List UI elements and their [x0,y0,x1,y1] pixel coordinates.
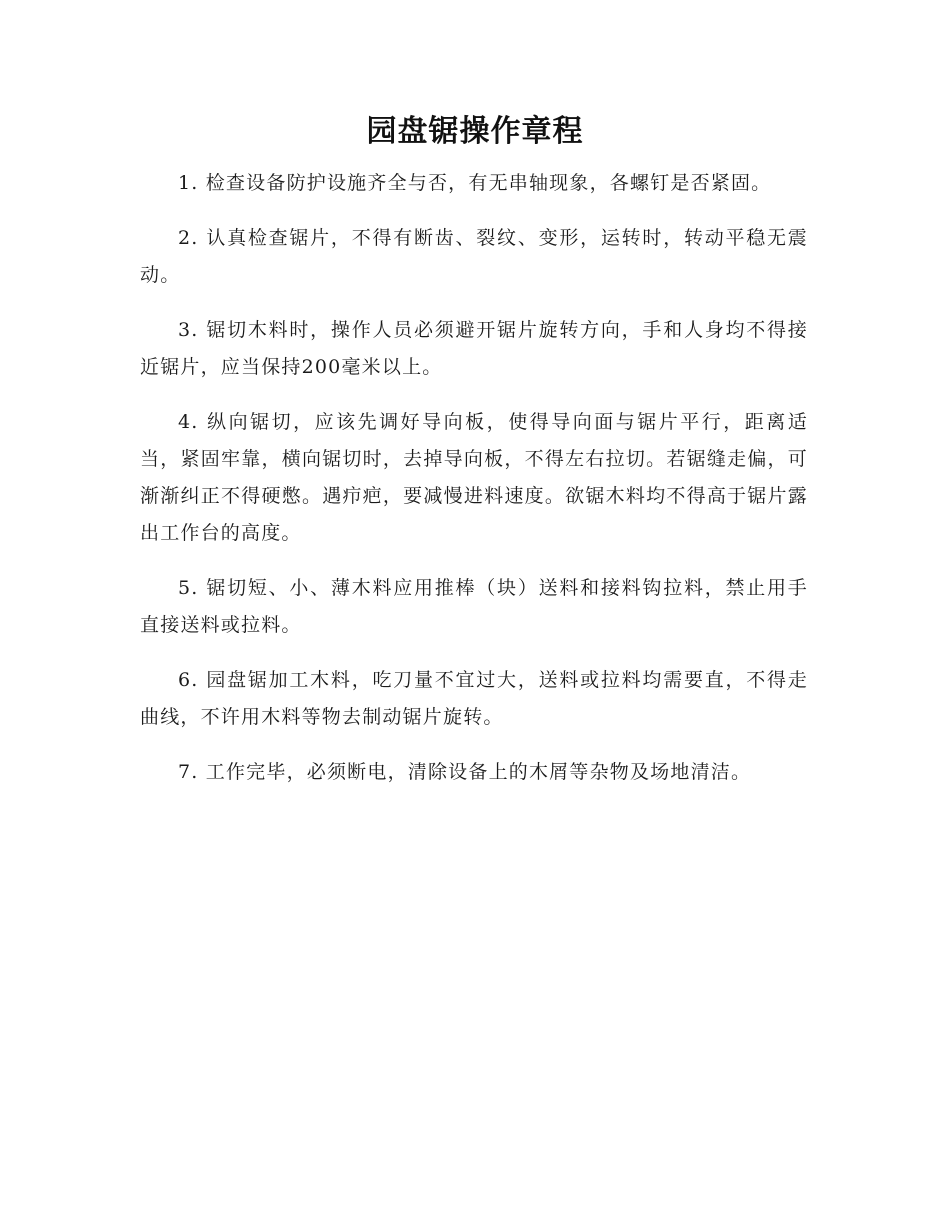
paragraph-6: 6. 园盘锯加工木料，吃刀量不宜过大，送料或拉料均需要直，不得走曲线，不许用木料等物去制动锯片旋转。 [140,669,808,728]
paragraph-7: 7. 工作完毕，必须断电，清除设备上的木屑等杂物及场地清洁。 [178,761,752,783]
document-title: 园盘锯操作章程 [366,114,584,149]
paragraph-5: 5. 锯切短、小、薄木料应用推棒（块）送料和接料钩拉料，禁止用手直接送料或拉料。 [140,577,808,636]
document-body [140,165,808,809]
paragraph-3: 3. 锯切木料时，操作人员必须避开锯片旋转方向，手和人身均不得接近锯片，应当保持200毫米以上。 [140,319,808,378]
paragraph-4: 4. 纵向锯切，应该先调好导向板，使得导向面与锯片平行，距离适当，紧固牢靠，横向锯切时，去掉导向板，不得左右拉切。若锯缝走偏，可渐渐纠正不得硬憋。遇疖疤，要减慢进料速度。欲锯木料均不得高于锯片露出工作台的高度。 [140,411,808,544]
paragraph-1: 1. 检查设备防护设施齐全与否，有无串轴现象，各螺钉是否紧固。 [178,172,772,194]
paragraph-2: 2. 认真检查锯片，不得有断齿、裂纹、变形，运转时，转动平稳无震动。 [140,227,808,286]
